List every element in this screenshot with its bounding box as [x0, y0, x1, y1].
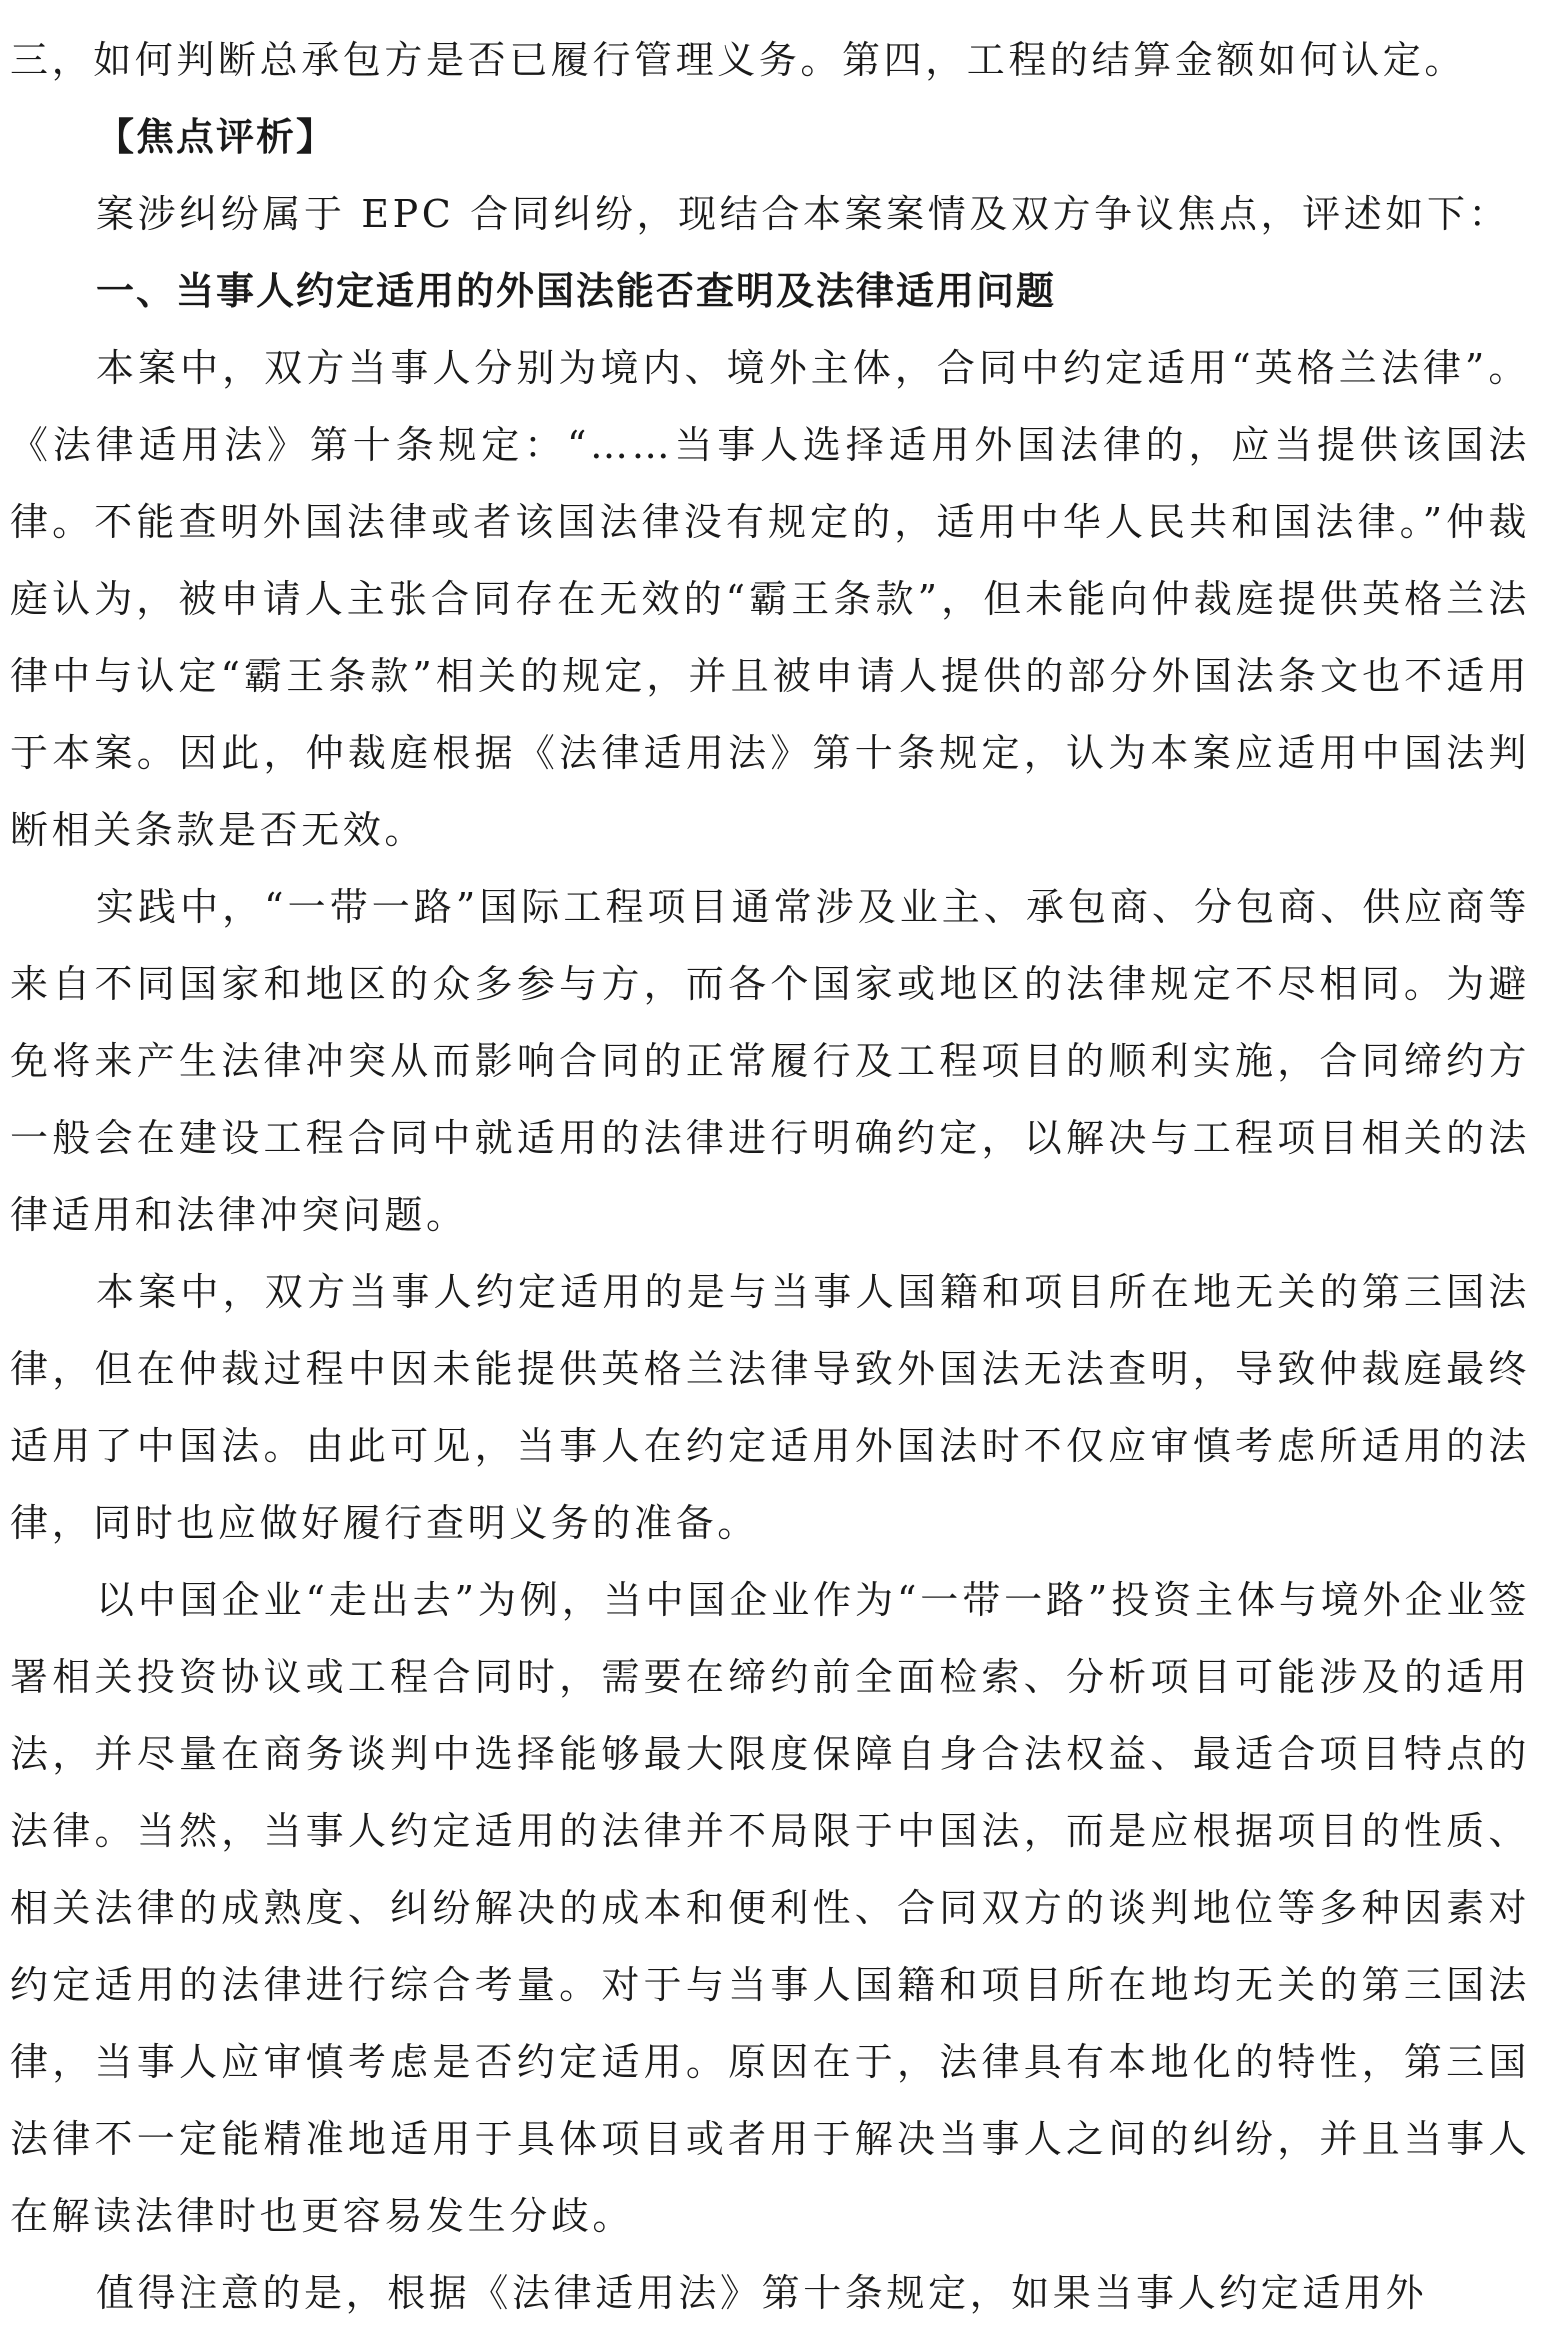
- section-heading-focus-analysis: 【焦点评析】: [96, 115, 337, 159]
- paragraph-practice: 实践中，“一带一路”国际工程项目通常涉及业主、承包商、分包商、供应商等来自不同国家和地区的众多参与方，而各个国家或地区的法律规定不尽相同。为避免将来产生法律冲突从而影响合同的正常履行及工程项目的顺利实施，合同缔约方一般会在建设工程合同中就适用的法律进行明确约定，以解决与工程项目相关的法律适用和法律冲突问题。: [10, 885, 1530, 1237]
- document-page: [10, 22, 1530, 2332]
- paragraph-third-country-law: 本案中，双方当事人约定适用的是与当事人国籍和项目所在地无关的第三国法律，但在仲裁过程中因未能提供英格兰法律导致外国法无法查明，导致仲裁庭最终适用了中国法。由此可见，当事人在约定适用外国法时不仅应审慎考虑所适用的法律，同时也应做好履行查明义务的准备。: [10, 1270, 1530, 1545]
- paragraph-case-analysis: 本案中，双方当事人分别为境内、境外主体，合同中约定适用“英格兰法律”。《法律适用法》第十条规定：“……当事人选择适用外国法律的，应当提供该国法律。不能查明外国法律或者该国法律没有规定的，适用中华人民共和国法律。”仲裁庭认为，被申请人主张合同存在无效的“霸王条款”，但未能向仲裁庭提供英格兰法律中与认定“霸王条款”相关的规定，并且被申请人提供的部分外国法条文也不适用于本案。因此，仲裁庭根据《法律适用法》第十条规定，认为本案应适用中国法判断相关条款是否无效。: [10, 346, 1530, 852]
- subheading-applicable-law: 一、当事人约定适用的外国法能否查明及法律适用问题: [96, 269, 1057, 313]
- paragraph-intro: 案涉纠纷属于 EPC 合同纠纷，现结合本案案情及双方争议焦点，评述如下：: [96, 192, 1511, 236]
- paragraph-continuation: 三，如何判断总承包方是否已履行管理义务。第四，工程的结算金额如何认定。: [10, 38, 1467, 82]
- paragraph-note: 值得注意的是，根据《法律适用法》第十条规定，如果当事人约定适用外: [96, 2271, 1428, 2315]
- paragraph-going-global: 以中国企业“走出去”为例，当中国企业作为“一带一路”投资主体与境外企业签署相关投资协议或工程合同时，需要在缔约前全面检索、分析项目可能涉及的适用法，并尽量在商务谈判中选择能够最大限度保障自身合法权益、最适合项目特点的法律。当然，当事人约定适用的法律并不局限于中国法，而是应根据项目的性质、相关法律的成熟度、纠纷解决的成本和便利性、合同双方的谈判地位等多种因素对约定适用的法律进行综合考量。对于与当事人国籍和项目所在地均无关的第三国法律，当事人应审慎考虑是否约定适用。原因在于，法律具有本地化的特性，第三国法律不一定能精准地适用于具体项目或者用于解决当事人之间的纠纷，并且当事人在解读法律时也更容易发生分歧。: [10, 1578, 1530, 2238]
